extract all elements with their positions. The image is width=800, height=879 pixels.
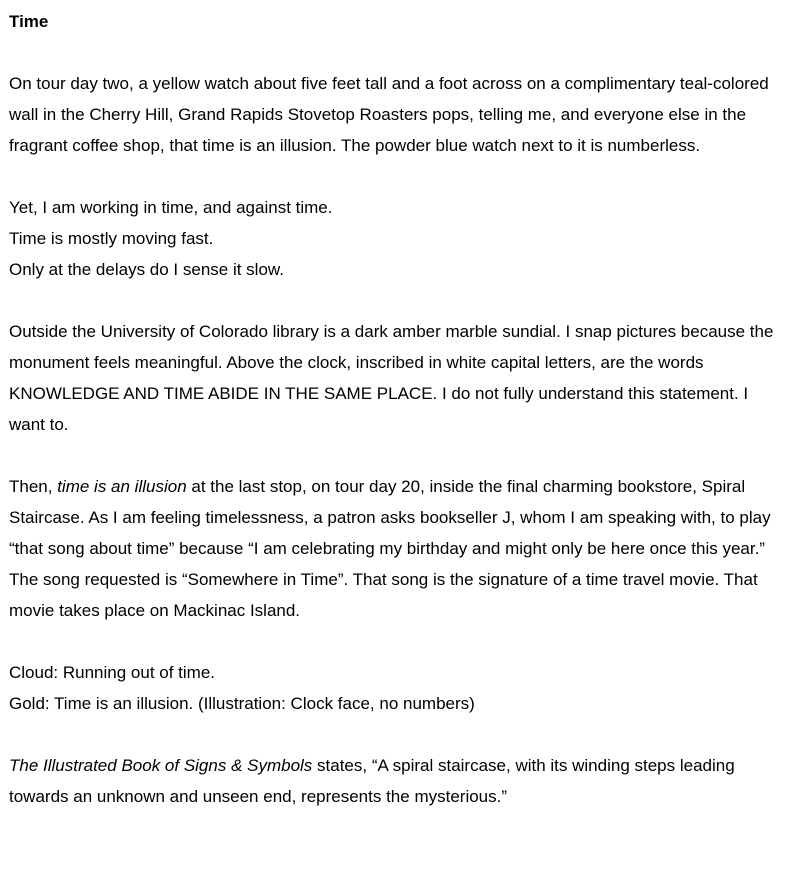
quote-text: states, “A spiral staircase, with its winding steps leading towards an unknown and unseen end, represents the mysterious.” <box>9 756 735 806</box>
book-title: The Illustrated Book of Signs & Symbols <box>9 756 313 775</box>
line-cloud: Cloud: Running out of time. <box>9 663 216 682</box>
paragraph-rest-text: at the last stop, on tour day 20, inside the final charming bookstore, Spiral Staircase. As I am feeling timelessness, a patron asks bookseller J, whom I am speaking with, to play “that song about time” because “I am celebrating my birthday and might only be here once this year.” The song requested is “Somewhere in Time”. That song is the signature of a time travel movie. That movie takes place on Mackinac Island. <box>9 477 771 620</box>
paragraph-spiral-staircase <box>9 471 786 626</box>
line-working-in-time: Yet, I am working in time, and against time. <box>9 198 333 217</box>
paragraph-working-in-time <box>9 192 786 285</box>
paragraph-book-quote <box>9 750 786 812</box>
paragraph-sundial: Outside the University of Colorado library is a dark amber marble sundial. I snap pictures because the monument feels meaningful. Above the clock, inscribed in white capital letters, are the words KNOWLEDGE AND TIME ABIDE IN THE SAME PLACE. I do not fully understand this statement. I want to. <box>9 322 774 434</box>
line-moving-fast: Time is mostly moving fast. <box>9 229 214 248</box>
paragraph-lead-text: Then, <box>9 477 58 496</box>
line-gold: Gold: Time is an illusion. (Illustration: Clock face, no numbers) <box>9 694 475 713</box>
line-delays: Only at the delays do I sense it slow. <box>9 260 284 279</box>
paragraph-yellow-watch: On tour day two, a yellow watch about five feet tall and a foot across on a complimentary teal-colored wall in the Cherry Hill, Grand Rapids Stovetop Roasters pops, telling me, and everyone else in the fragrant coffee shop, that time is an illusion. The powder blue watch next to it is numberless. <box>9 74 769 155</box>
paragraph-cloud-gold <box>9 657 786 719</box>
document-title: Time <box>9 12 49 31</box>
italic-phrase: time is an illusion <box>57 477 187 496</box>
